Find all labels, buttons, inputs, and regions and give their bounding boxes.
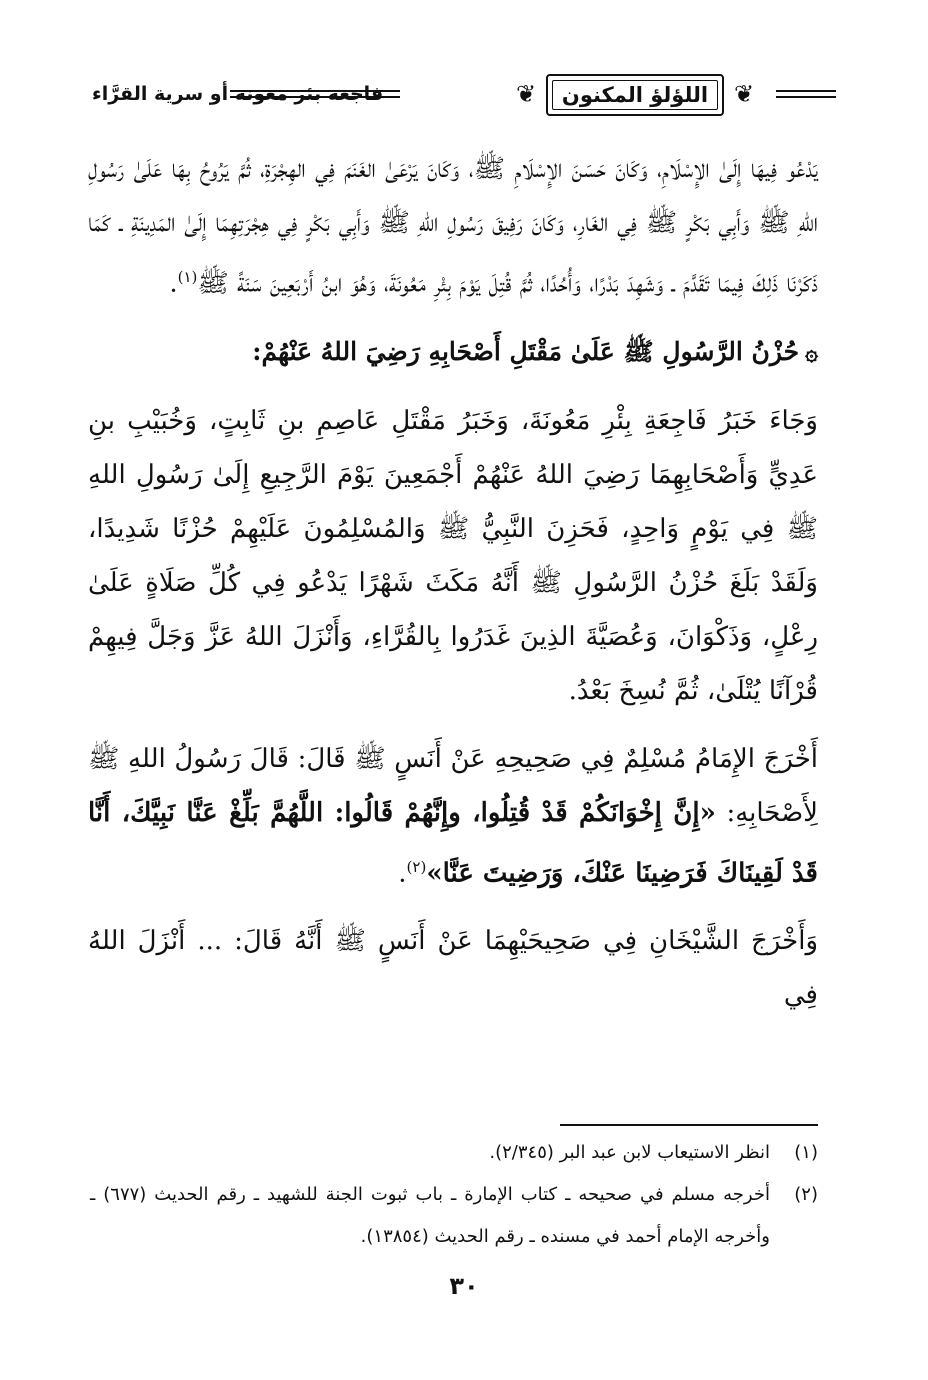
paragraph-4 (88, 914, 818, 1022)
footnote-number: (٢) (794, 1184, 818, 1205)
footnotes (90, 1132, 818, 1258)
footnote-ref-1[interactable]: (١) (177, 268, 198, 286)
footnote-separator (560, 1124, 818, 1126)
ornament-icon: ❦ (733, 80, 755, 108)
page-header (92, 58, 836, 130)
footnote (90, 1132, 818, 1174)
hadith-quote: «إِنَّ إِخْوَانَكُمْ قَدْ قُتِلُوا، وإِنَّهُمْ قَالُوا: اللَّهُمَّ بَلِّغْ عَنَّا نَبِيَّكَ، أَنَّا قَدْ لَقِينَاكَ فَرَضِينَا عَنْكَ، وَرَضِيتَ عَنَّا» (88, 797, 818, 889)
section-heading-text: حُزْنُ الرَّسُولِ ﷺ عَلَىٰ مَقْتَلِ أَصْحَابِهِ رَضِيَ اللهُ عَنْهُمْ: (252, 336, 800, 366)
chapter-title: فاجعة بئر معونة أو سرية القرَّاء (92, 83, 384, 105)
book-title-frame (515, 74, 755, 116)
main-text (88, 142, 818, 1022)
paragraph-2 (88, 394, 818, 718)
footnote-text: أخرجه مسلم في صحيحه ـ كتاب الإمارة ـ باب ثبوت الجنة للشهيد ـ رقم الحديث (٦٧٧) ـ وأخرجه الإمام أحمد في مسنده ـ رقم الحديث (١٣٨٥٤). (90, 1184, 770, 1247)
paragraph-4-text: وَأَخْرَجَ الشَّيْخَانِ فِي صَحِيحَيْهِمَا عَنْ أَنَسٍ ﷺ أَنَّهُ قَالَ: ... أَنْزَلَ اللهُ فِي (88, 926, 818, 1011)
footnote-number: (١) (794, 1142, 818, 1163)
chapter-title-container (92, 76, 392, 112)
section-heading (88, 325, 818, 380)
paragraph-3-end: . (398, 858, 407, 889)
ornament-icon: ❦ (515, 80, 537, 108)
footnote (90, 1174, 818, 1258)
page-number: ٣٠ (449, 1272, 479, 1300)
flower-bullet-icon: ۞ (805, 339, 818, 366)
paragraph-1 (88, 142, 818, 311)
footnote-text: انظر الاستيعاب لابن عبد البر (٢/٣٤٥). (489, 1142, 770, 1163)
paragraph-1-end: . (169, 268, 178, 299)
paragraph-3 (88, 732, 818, 901)
footnote-ref-2[interactable]: (٢) (406, 857, 427, 876)
paragraph-2-text: وَجَاءَ خَبَرُ فَاجِعَةِ بِئْرِ مَعُونَةَ، وَخَبَرُ مَقْتَلِ عَاصِمِ بنِ ثَابِتٍ، وَخُبَيْبِ بنِ عَدِيٍّ وَأَصْحَابِهِمَا رَضِيَ اللهُ عَنْهُمْ أَجْمَعِينَ يَوْمَ الرَّجِيعِ إِلَىٰ رَسُولِ اللهِ ﷺ فِي يَوْمٍ وَاحِدٍ، فَحَزِنَ النَّبِيُّ ﷺ وَالمُسْلِمُونَ عَلَيْهِمْ حُزْنًا شَدِيدًا، وَلَقَدْ بَلَغَ حُزْنُ الرَّسُولِ ﷺ أَنَّهُ مَكَثَ شَهْرًا يَدْعُو فِي كُلِّ صَلَاةٍ عَلَىٰ رِعْلٍ، وَذَكْوَانَ، وَعُصَيَّةَ الذِينَ غَدَرُوا بِالقُرَّاءِ، وَأَنْزَلَ اللهُ عَزَّ وَجَلَّ فِيهِمْ قُرْآنًا يُتْلَىٰ، ثُمَّ نُسِخَ بَعْدُ. (88, 405, 818, 706)
paragraph-1-text: يَدْعُو فِيهَا إِلَىٰ الإِسْلَامِ، وَكَانَ حَسَنَ الإِسْلَامِ ﷺ، وَكَانَ يَرْعَىٰ الغَنَمَ فِي الهِجْرَةِ، ثُمَّ يَرُوحُ بِهَا عَلَىٰ رَسُولِ اللهِ ﷺ وَأَبِي بَكْرٍ ﷺ فِي الغَارِ، وَكَانَ رَفِيقَ رَسُولِ اللهِ ﷺ وَأَبِي بَكْرٍ فِي هِجْرَتِهِمَا إِلَىٰ المَدِينَةِ ـ كَمَا ذَكَرْنَا ذَلِكَ فِيمَا تَقَدَّمَ ـ وَشَهِدَ بَدْرًا، وَأُحُدًا، ثُمَّ قُتِلَ يَوْمَ بِئْرِ مَعُونَةَ، وَهُوَ ابنُ أَرْبَعِينَ سَنَةً ﷺ (88, 154, 818, 299)
paragraph-3-intro: أَخْرَجَ الإِمَامُ مُسْلِمٌ فِي صَحِيحِهِ عَنْ أَنَسٍ ﷺ قَالَ: قَالَ رَسُولُ اللهِ ﷺ لِأَصْحَابِهِ: (88, 743, 818, 828)
book-title: اللؤلؤ المكنون (561, 83, 709, 107)
header-rule-right (776, 90, 836, 98)
